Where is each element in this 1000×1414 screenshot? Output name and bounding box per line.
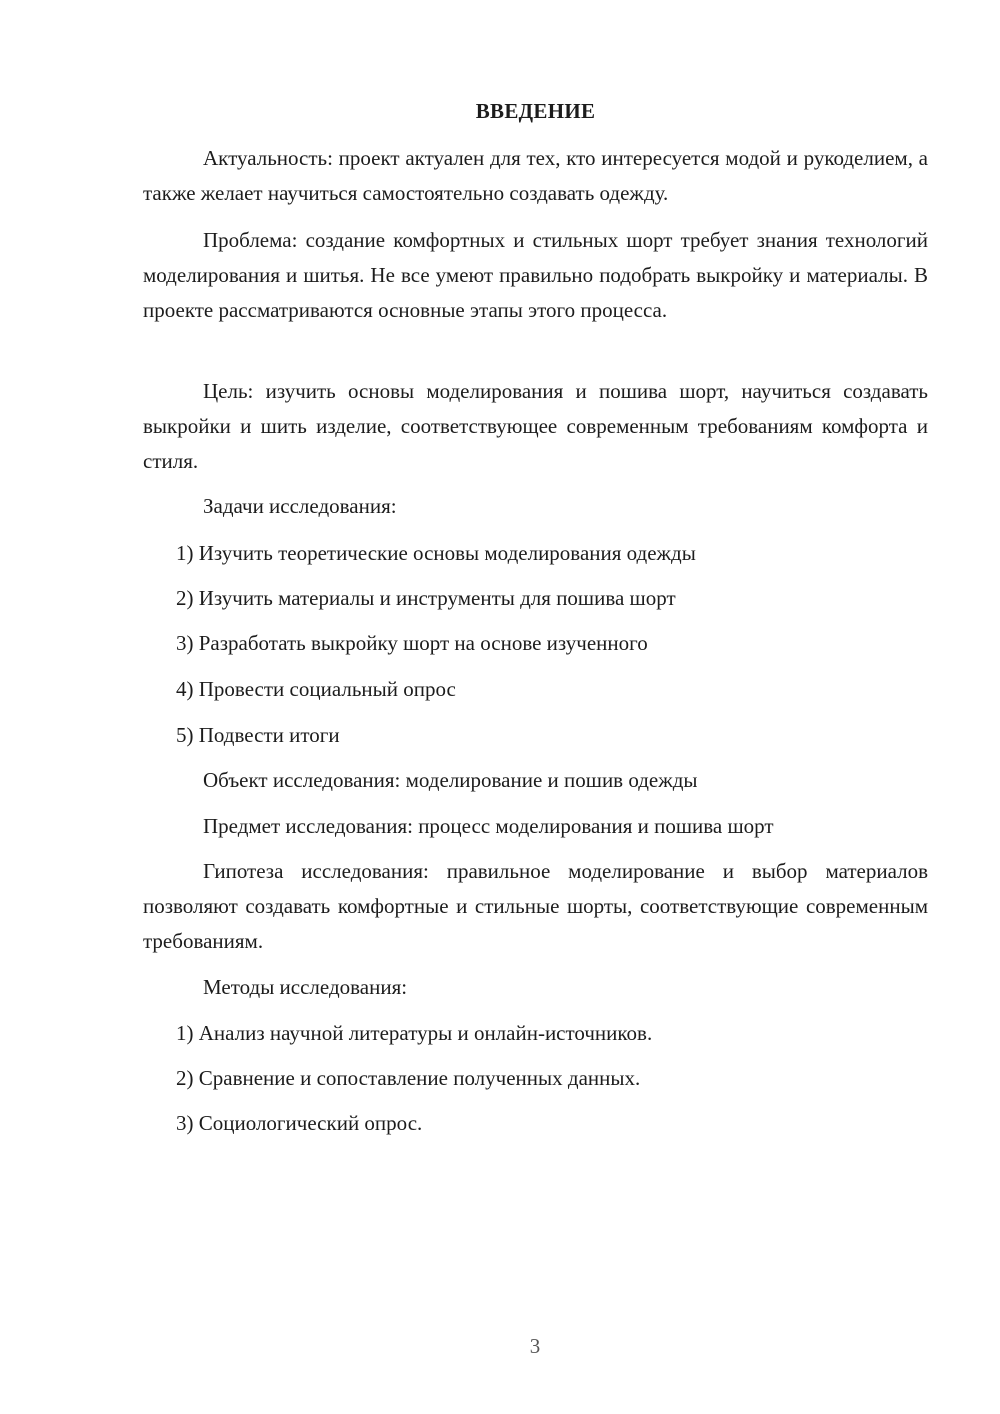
subject-paragraph: Предмет исследования: процесс моделирования и пошива шорт <box>203 814 774 838</box>
task-item-4: 4) Провести социальный опрос <box>176 677 456 701</box>
page-number: 3 <box>529 1334 541 1358</box>
hypothesis-paragraph: Гипотеза исследования: правильное моделирование и выбор материалов позволяют создавать комфортные и стильные шорты, соответствующие современным требованиям. <box>143 859 928 953</box>
relevance-paragraph: Актуальность: проект актуален для тех, кто интересуется модой и рукоделием, а также желает научиться самостоятельно создавать одежду. <box>143 146 928 205</box>
task-item-1: 1) Изучить теоретические основы моделирования одежды <box>176 541 696 565</box>
task-item-3: 3) Разработать выкройку шорт на основе изученного <box>176 631 648 655</box>
object-paragraph: Объект исследования: моделирование и пошив одежды <box>203 768 698 792</box>
method-item-1: 1) Анализ научной литературы и онлайн-источников. <box>176 1021 653 1045</box>
task-item-5: 5) Подвести итоги <box>176 723 340 747</box>
task-item-2: 2) Изучить материалы и инструменты для пошива шорт <box>176 586 676 610</box>
section-heading: ВВЕДЕНИЕ <box>475 99 596 123</box>
problem-paragraph: Проблема: создание комфортных и стильных шорт требует знания технологий моделирования и шитья. Не все умеют правильно подобрать выкройку и материалы. В проекте рассматриваются основные этапы этого процесса. <box>143 228 928 322</box>
method-item-2: 2) Сравнение и сопоставление полученных данных. <box>176 1066 641 1090</box>
goal-paragraph: Цель: изучить основы моделирования и пошива шорт, научиться создавать выкройки и шить изделие, соответствующее современным требованиям комфорта и стиля. <box>143 379 928 473</box>
method-item-3: 3) Социологический опрос. <box>176 1111 423 1135</box>
tasks-label: Задачи исследования: <box>203 494 397 518</box>
methods-label: Методы исследования: <box>203 975 408 999</box>
